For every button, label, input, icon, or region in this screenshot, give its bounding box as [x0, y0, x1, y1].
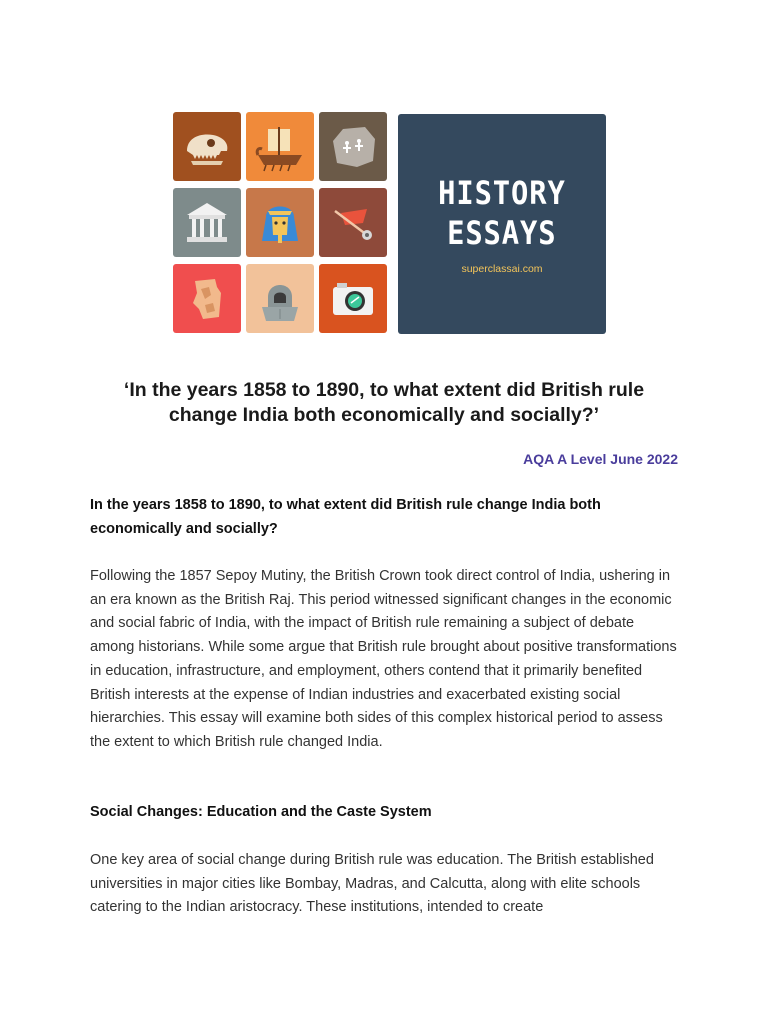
camera-icon — [327, 273, 379, 325]
cave-painting-icon — [327, 121, 379, 173]
section-paragraph: One key area of social change during British rule was education. The British established universities in major cities like Bombay, Madras, and Calcutta, along with elite schools catering to the Indian aristocracy. These institutions, intended to create — [90, 852, 654, 916]
wheelbarrow-icon — [327, 197, 379, 249]
essay-question: In the years 1858 to 1890, to what extent did British rule change India both economically and socially? — [90, 497, 601, 537]
tile-pharaoh — [246, 188, 314, 257]
banner-site: superclassai.com — [461, 263, 543, 275]
tile-wheelbarrow — [319, 188, 387, 257]
museum-building-icon — [181, 197, 233, 249]
tile-map — [173, 264, 241, 333]
dinosaur-skull-icon — [181, 121, 233, 173]
tile-museum — [173, 188, 241, 257]
tile-ship — [246, 112, 314, 181]
tile-cave-painting — [319, 112, 387, 181]
tile-camera — [319, 264, 387, 333]
tile-helmet — [246, 264, 314, 333]
ancient-ship-icon — [254, 121, 306, 173]
tile-dinosaur — [173, 112, 241, 181]
ancient-map-icon — [181, 273, 233, 325]
document-title: ‘In the years 1858 to 1890, to what extent did British rule change India both economically and socially?’ — [123, 379, 645, 426]
intro-paragraph: Following the 1857 Sepoy Mutiny, the British Crown took direct control of India, ushering in an era known as the British Raj. This period witnessed significant changes in the economic and social fabric of India, with the impact of British rule remaining a subject of debate among historians. While some argue that British rule brought about positive transformations in education, infrastructure, and employment, others contend that it primarily benefited British interests at the expense of Indian industries and exacerbated existing social hierarchies. This essay will examine both sides of this complex historical period to assess the extent to which British rule changed India. — [90, 568, 677, 750]
source-label: AQA A Level June 2022 — [523, 451, 678, 467]
brand-card — [398, 114, 606, 334]
history-essays-banner — [173, 112, 606, 334]
banner-title-line2: ESSAYS — [447, 214, 557, 252]
banner-title-line1: HISTORY — [438, 174, 566, 212]
knight-helmet-icon — [254, 273, 306, 325]
pharaoh-mask-icon — [254, 197, 306, 249]
section-heading: Social Changes: Education and the Caste System — [90, 804, 432, 820]
